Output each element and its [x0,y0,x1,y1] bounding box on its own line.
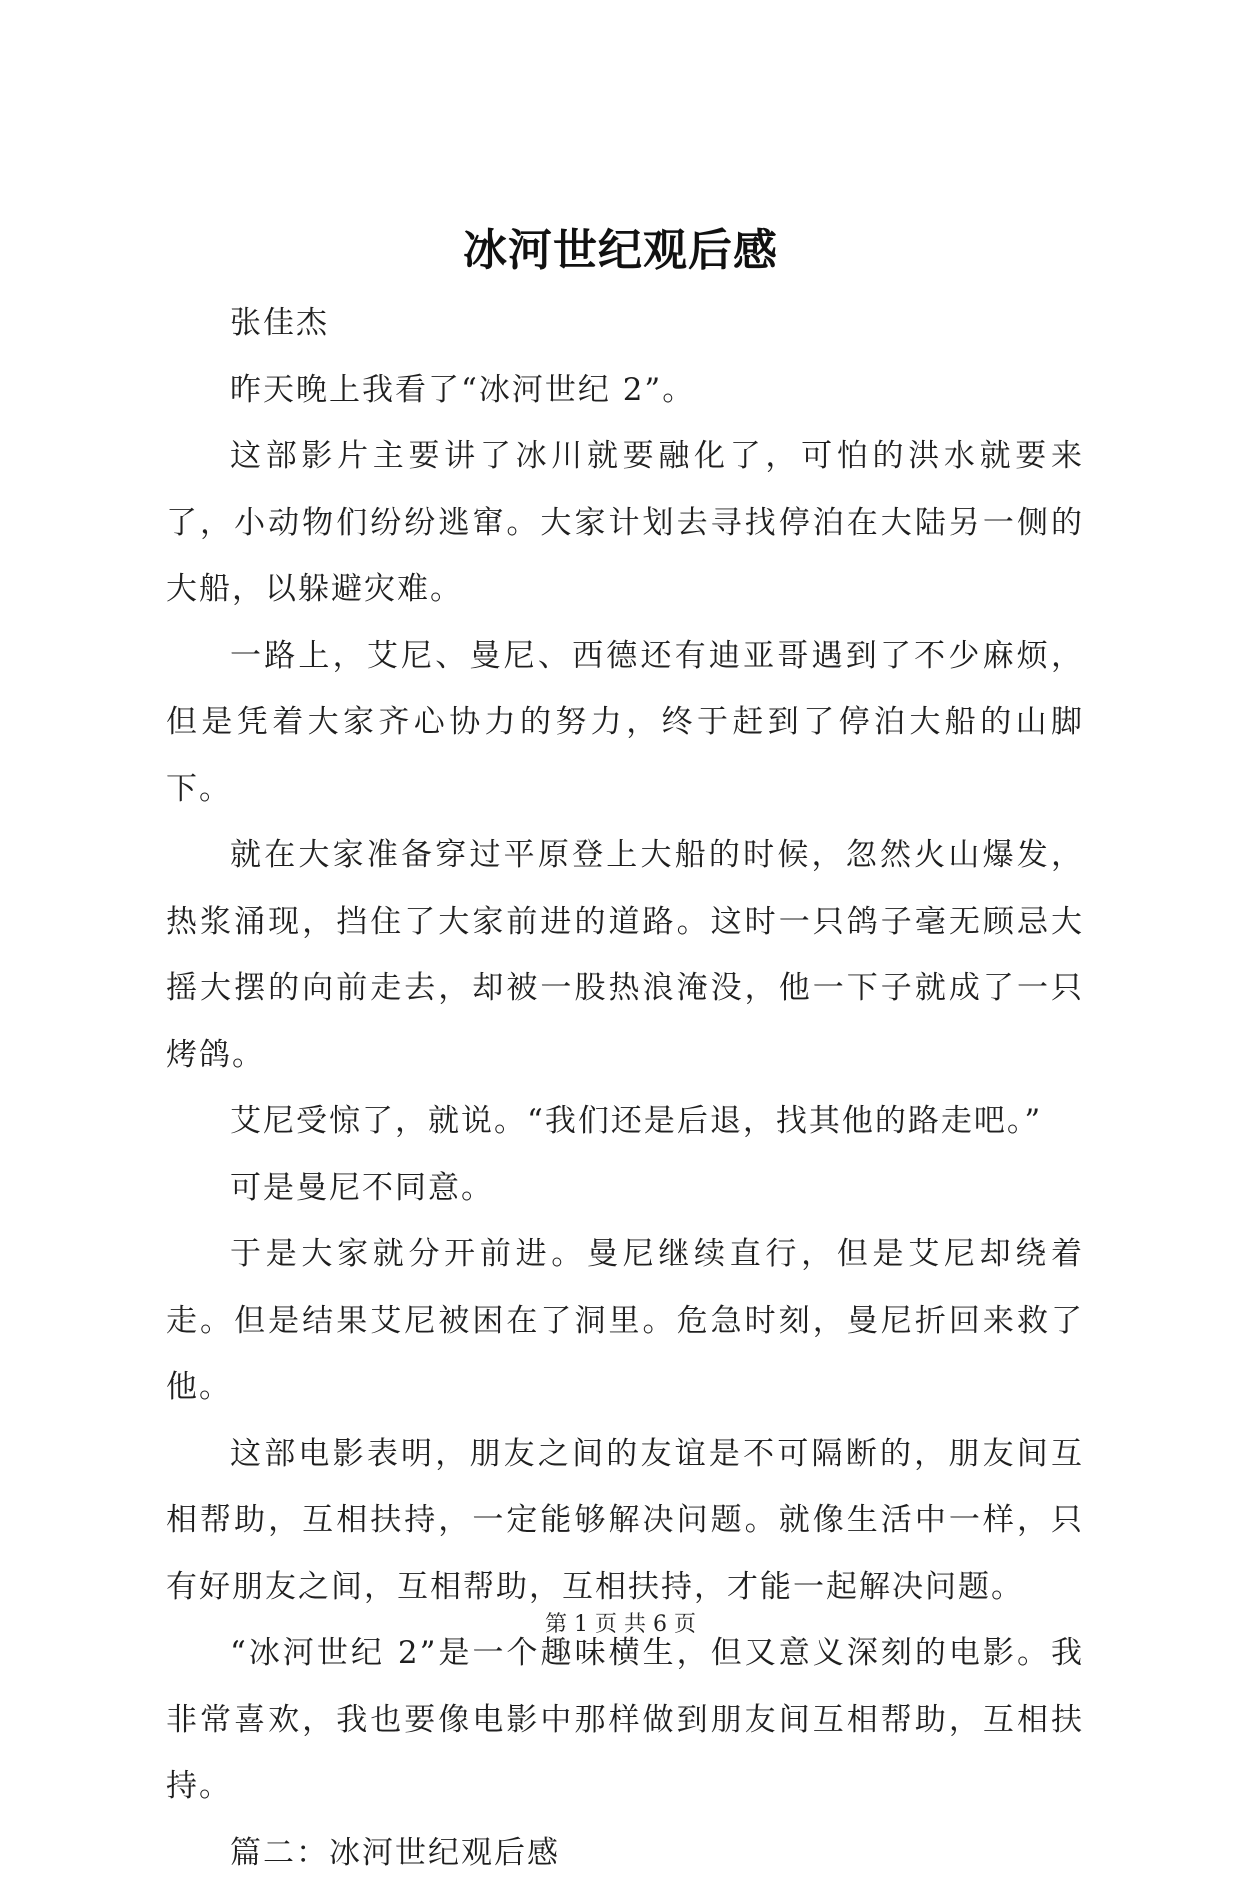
author-name: 张佳杰 [166,290,1084,357]
paragraph: 这部影片主要讲了冰川就要融化了，可怕的洪水就要来了，小动物们纷纷逃窜。大家计划去寻找停泊在大陆另一侧的大船，以躲避灾难。 [166,423,1084,623]
page-footer [0,1610,1241,1640]
paragraph: 就在大家准备穿过平原登上大船的时候，忽然火山爆发，热浆涌现，挡住了大家前进的道路。这时一只鸽子毫无顾忌大摇大摆的向前走去，却被一股热浪淹没，他一下子就成了一只烤鸽。 [166,822,1084,1088]
paragraph: 昨天晚上我看了“冰河世纪 2”。 [166,357,1084,424]
paragraph: “冰河世纪 2”是一个趣味横生，但又意义深刻的电影。我非常喜欢，我也要像电影中那样做到朋友间互相帮助，互相扶持。 [166,1620,1084,1820]
document-body [166,290,1084,1886]
page-number: 第 1 页 共 6 页 [545,1610,696,1640]
paragraph: 可是曼尼不同意。 [166,1155,1084,1222]
paragraph: 艾尼受惊了，就说。“我们还是后退，找其他的路走吧。” [166,1088,1084,1155]
paragraph: 于是大家就分开前进。曼尼继续直行，但是艾尼却绕着走。但是结果艾尼被困在了洞里。危急时刻，曼尼折回来救了他。 [166,1221,1084,1421]
document-title: 冰河世纪观后感 [0,222,1241,280]
paragraph: 这部电影表明，朋友之间的友谊是不可隔断的，朋友间互相帮助，互相扶持，一定能够解决问题。就像生活中一样，只有好朋友之间，互相帮助，互相扶持，才能一起解决问题。 [166,1421,1084,1621]
paragraph: 一路上，艾尼、曼尼、西德还有迪亚哥遇到了不少麻烦，但是凭着大家齐心协力的努力，终于赶到了停泊大船的山脚下。 [166,623,1084,823]
section-heading: 篇二：冰河世纪观后感 [166,1820,1084,1886]
